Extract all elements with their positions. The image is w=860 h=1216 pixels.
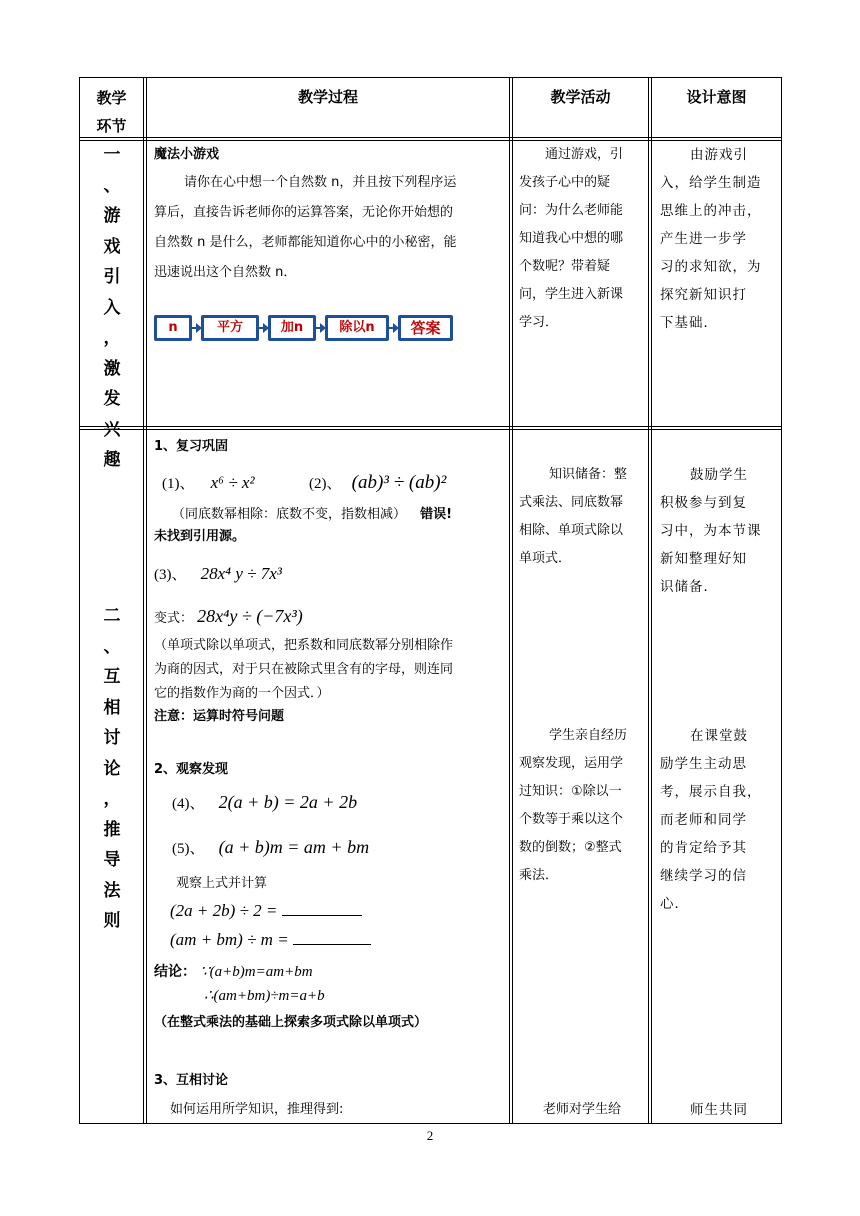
conclusion-1: 结论： ∵(a+b)m=am+bm xyxy=(154,964,313,980)
header-bottom-border xyxy=(79,137,782,138)
col-border-right xyxy=(781,77,782,1124)
section-divider-2 xyxy=(79,429,782,430)
section2-activity-2: 学生亲自经历 观察发现，运用学 过知识：①除以一 个数等于乘以这个 数的倒数；②整式 乘法． xyxy=(519,728,628,883)
game-para-line1: 请你在心中想一个自然数 n，并且按下列程序运 xyxy=(184,175,457,190)
header-activity: 教学活动 xyxy=(550,88,611,106)
exercise-3: (3)、 28x⁴ y ÷ 7x³ xyxy=(154,564,282,583)
variant: 变式： 28x⁴y ÷ (−7x³) xyxy=(154,606,303,626)
col-border-2 xyxy=(509,77,510,1124)
attention-note: 注意：运算时符号问题 xyxy=(154,709,285,724)
col-border-left xyxy=(79,77,80,1124)
answer-blank[interactable] xyxy=(293,930,371,945)
section2-activity-3: 老师对学生给 xyxy=(543,1102,622,1117)
header-stage xyxy=(80,84,143,140)
header-process: 教学过程 xyxy=(297,88,358,106)
flow-step-n: n xyxy=(154,315,192,341)
exercise-1: (1)、 x⁶ ÷ x² xyxy=(162,473,255,492)
table-top-border xyxy=(79,77,782,78)
col-border-3b xyxy=(651,77,652,1124)
col-border-2b xyxy=(512,77,513,1124)
flow-step-answer: 答案 xyxy=(398,315,453,341)
discuss-text: 如何运用所学知识，推理得到: xyxy=(170,1102,344,1117)
game-para-line4: 迅速说出这个自然数 n． xyxy=(154,265,297,280)
review-note-error: 未找到引用源。 xyxy=(154,529,246,544)
review-note: （同底数幂相除：底数不变，指数相减） 错误! xyxy=(172,507,453,522)
section1-label: 一 、 游 戏 引 入 ， 激 发 兴 趣 xyxy=(103,145,121,470)
section2-intent-1: 鼓励学生 积极参与到复 习中，为本节课 新知整理好知 识储备． xyxy=(660,467,762,595)
header-intent: 设计意图 xyxy=(686,88,747,106)
section-divider xyxy=(79,426,782,427)
calc-1: (2a + 2b) ÷ 2 = xyxy=(170,897,362,927)
flow-step-square: 平方 xyxy=(201,315,259,341)
review-heading: 1、复习巩固 xyxy=(154,439,229,454)
exercise-2: (2)、 (ab)³ ÷ (ab)² xyxy=(309,472,447,493)
game-title: 魔法小游戏 xyxy=(154,147,220,162)
game-para-line2: 算后，直接告诉老师你的运算答案，无论你开始想的 xyxy=(154,205,454,220)
calc-2: (am + bm) ÷ m = xyxy=(170,926,371,956)
section2-intent-2: 在课堂鼓 励学生主动思 考，展示自我， 而老师和同学 的肯定给予其 继续学习的信 心． xyxy=(660,728,762,912)
section2-activity-1: 知识储备：整 式乘法、同底数幂 相除、单项式除以 单项式． xyxy=(519,467,628,566)
observe-text: 观察上式并计算 xyxy=(176,876,268,891)
col-border-1 xyxy=(143,77,144,1124)
section1-intent: 由游戏引 入，给学生制造 思维上的冲击， 产生进一步学 习的求知欲，为 探究新知识打 下基础． xyxy=(660,147,762,331)
col-border-1b xyxy=(146,77,147,1124)
game-para-line3: 自然数 n 是什么，老师都能知道你心中的小秘密，能 xyxy=(154,235,457,250)
discuss-heading: 3、互相讨论 xyxy=(154,1073,229,1088)
col-border-3 xyxy=(648,77,649,1124)
header-stage-line1: 教学 xyxy=(96,89,127,107)
flow-step-divide-n: 除以n xyxy=(325,315,389,341)
section2-intent-3: 师生共同 xyxy=(690,1102,748,1118)
section1-activity: 通过游戏，引 发孩子心中的疑 问：为什么老师能 知道我心中想的哪 个数呢？带着疑 问，学生进入新课 学习． xyxy=(519,147,624,330)
flow-step-add-n: 加n xyxy=(268,315,316,341)
header-stage-line2: 环节 xyxy=(96,117,127,135)
rule-text: （单项式除以单项式，把系数和同底数幂分别相除作 为商的因式，对于只在被除式里含有的字母，则连同 它的指数作为商的一个因式．） xyxy=(154,638,454,701)
answer-blank[interactable] xyxy=(282,901,362,916)
exercise-4: (4)、 2(a + b) = 2a + 2b xyxy=(172,792,358,812)
observe-heading: 2、观察发现 xyxy=(154,762,229,777)
section2-label: 二 、 互 相 讨 论 ， 推 导 法 则 xyxy=(103,606,121,931)
page-number: 2 xyxy=(426,1128,434,1143)
exercise-5: (5)、 (a + b)m = am + bm xyxy=(172,837,370,857)
explore-note: （在整式乘法的基础上探索多项式除以单项式） xyxy=(154,1015,428,1030)
conclusion-2: ∴(am+bm)÷m=a+b xyxy=(204,988,325,1004)
